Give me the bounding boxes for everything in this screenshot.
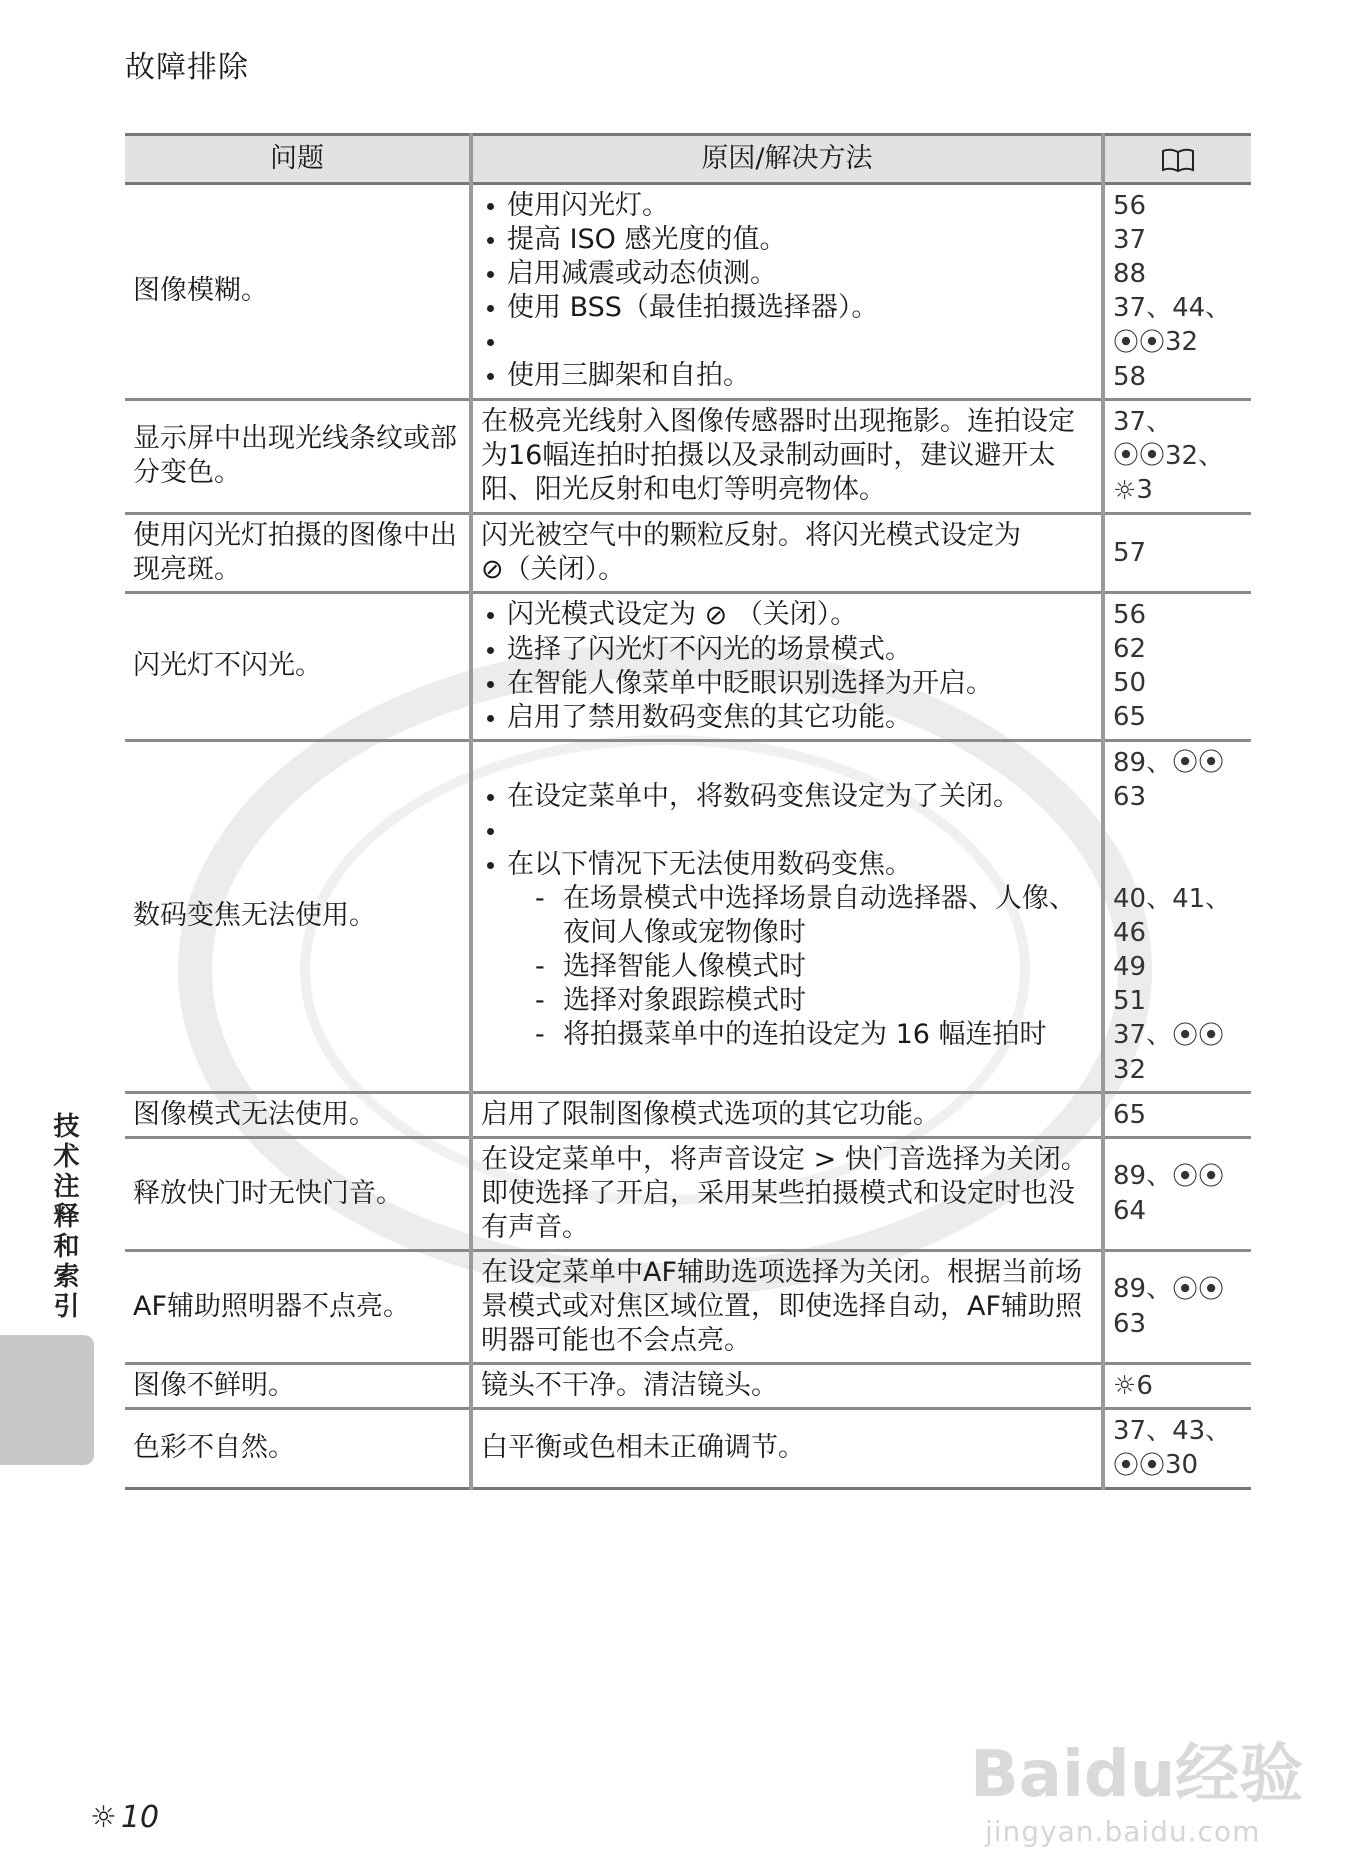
page-ref: 37、43、 [1113,1416,1232,1446]
page-ref: 88 [1113,259,1147,289]
binocular-reference-icon: ⦿⦿ [1113,441,1166,471]
cause-text: 闪光被空气中的颗粒反射。将闪光模式设定为 [481,519,1021,551]
table-header-row [125,135,1251,184]
flash-off-icon: ⊘ [704,599,728,631]
sub-item: - 在场景模式中选择场景自动选择器、人像、夜间人像或宠物像时 [507,882,1093,950]
page-title: 故障排除 [125,50,249,85]
cause-text-tail: （关闭）。 [503,553,626,585]
troubleshooting-table [125,133,1251,1490]
list-item: 使用闪光灯。 [481,189,1093,223]
table-row [125,1250,1251,1363]
page-ref: 6 [1136,1370,1153,1401]
page-ref: 58 [1113,361,1147,392]
table-row [125,1409,1251,1489]
cause-cell: 镜头不干净。清洁镜头。 [471,1363,1103,1409]
binocular-reference-icon: ⦿⦿ [1172,1020,1225,1051]
cause-cell: 在设定菜单中AF辅助选项选择为关闭。根据当前场景模式或对焦区域位置，即使选择自动，AF辅助照明器可能也不会点亮。 [471,1250,1103,1363]
page-ref: 51 [1113,986,1147,1016]
sub-item: - 将拍摄菜单中的连拍设定为 16 幅连拍时 [507,1018,1093,1052]
reference-cell [1103,1363,1251,1409]
reference-cell [1103,1250,1251,1363]
reference-cell [1103,593,1251,741]
page-ref: 89、 [1113,1161,1173,1192]
problem-cell: 图像模糊。 [125,184,471,400]
book-reference-icon [1161,147,1195,173]
cause-cell: 在设定菜单中，将声音设定 > 快门音选择为关闭。即使选择了开启，采用某些拍摄模式和设定时也没有声音。 [471,1137,1103,1250]
table-row [125,1363,1251,1409]
reference-cell [1103,1137,1251,1250]
page-ref: 89、 [1113,1274,1173,1305]
list-item-text: 闪光模式设定为 [507,599,696,630]
side-tab [0,1335,94,1465]
page-ref: 40、41、 [1113,884,1232,914]
list-item-text: 在以下情况下无法使用数码变焦。 [507,849,912,880]
binocular-reference-icon: ⦿⦿ [1113,327,1166,358]
page-ref: 56 [1113,600,1147,631]
cause-cell: 在极亮光线射入图像传感器时出现拖影。连拍设定为16幅连拍时拍摄以及录制动画时，建议避开太阳、阳光反射和电灯等明亮物体。 [471,399,1103,513]
flash-off-icon: ⊘ [481,554,504,585]
problem-cell: 闪光灯不闪光。 [125,593,471,741]
spacer [1113,814,1243,848]
reference-cell [1103,740,1251,1092]
tech-notes-icon: ☼ [1113,1371,1137,1401]
cause-cell: 白平衡或色相未正确调节。 [471,1409,1103,1489]
list-item: 在智能人像菜单中眨眼识别选择为开启。 [481,667,1093,701]
binocular-reference-icon: ⦿⦿ [1113,1450,1166,1481]
list-item: 启用减震或动态侦测。 [481,257,1093,291]
table-row [125,1092,1251,1137]
header-cause: 原因/解决方法 [471,135,1103,184]
problem-cell: 数码变焦无法使用。 [125,740,471,1092]
header-reference [1103,135,1251,184]
tech-notes-icon: ☼ [1113,475,1137,506]
page-ref: 62 [1113,634,1147,665]
list-item: 使用三脚架和自拍。 [481,359,1093,393]
spacer [481,814,1093,848]
header-problem: 问题 [125,135,471,184]
sub-item: - 选择对象跟踪模式时 [507,984,1093,1018]
page-ref: 46 [1113,918,1147,948]
reference-cell [1103,184,1251,400]
page-number [90,1800,159,1835]
table-row [125,593,1251,741]
table-row [125,184,1251,400]
page-number-value: 10 [120,1800,160,1835]
reference-cell [1103,1409,1251,1489]
page-ref: 89、 [1113,747,1173,778]
page-ref: 64 [1113,1195,1147,1226]
list-item-tail: （关闭）。 [735,599,858,630]
page-ref: 56 [1113,191,1147,221]
list-item: 启用了禁用数码变焦的其它功能。 [481,701,1093,735]
page-ref: 65 [1113,702,1147,733]
binocular-reference-icon: ⦿⦿ [1172,748,1225,778]
baidu-watermark-url: jingyan.baidu.com [985,1815,1261,1848]
page-ref: 63 [1113,782,1147,812]
problem-cell: 使用闪光灯拍摄的图像中出现亮斑。 [125,513,471,593]
problem-cell: 图像模式无法使用。 [125,1092,471,1137]
page-ref: 65 [1103,1092,1251,1137]
page-ref: 3 [1136,475,1153,505]
baidu-watermark-logo: Baidu经验 [970,1738,1304,1812]
page-ref: 50 [1113,668,1147,699]
tech-notes-icon: ☼ [90,1800,117,1835]
cause-cell: 启用了限制图像模式选项的其它功能。 [471,1092,1103,1137]
page-ref: 49 [1113,952,1147,982]
problem-cell: 图像不鲜明。 [125,1363,471,1409]
problem-cell: AF辅助照明器不点亮。 [125,1250,471,1363]
spacer [1113,848,1243,882]
list-item [481,848,1093,1052]
spacer [481,325,1093,359]
table-row [125,399,1251,513]
sub-item: - 选择智能人像模式时 [507,950,1093,984]
page-ref: 32 [1113,1054,1147,1085]
problem-cell: 释放快门时无快门音。 [125,1137,471,1250]
page-ref: 32 [1165,327,1199,357]
cause-cell [471,513,1103,593]
cause-cell [471,593,1103,741]
page-ref: 37、 [1113,1020,1173,1050]
table-row [125,513,1251,593]
binocular-reference-icon: ⦿⦿ [1172,1161,1225,1192]
list-item: 在设定菜单中，将数码变焦设定为了关闭。 [481,780,1093,814]
binocular-reference-icon: ⦿⦿ [1172,1274,1225,1305]
list-item: 使用 BSS（最佳拍摄选择器）。 [481,291,1093,325]
page-ref: 30 [1165,1450,1199,1480]
page-ref: 37 [1113,225,1147,255]
page-ref: 37、 [1113,406,1173,437]
page-ref: 32、 [1165,440,1225,471]
page-ref: 63 [1113,1308,1147,1339]
problem-cell: 色彩不自然。 [125,1409,471,1489]
page-ref: 37、44、 [1113,293,1232,323]
table-row [125,1137,1251,1250]
cause-cell [471,740,1103,1092]
page-ref: 57 [1103,513,1251,593]
list-item [481,598,1093,633]
reference-cell [1103,399,1251,513]
side-tab-label: 技术注释和索引 [49,1112,79,1322]
list-item: 选择了闪光灯不闪光的场景模式。 [481,633,1093,667]
table-row [125,740,1251,1092]
list-item: 提高 ISO 感光度的值。 [481,223,1093,257]
cause-cell [471,184,1103,400]
problem-cell: 显示屏中出现光线条纹或部分变色。 [125,399,471,513]
